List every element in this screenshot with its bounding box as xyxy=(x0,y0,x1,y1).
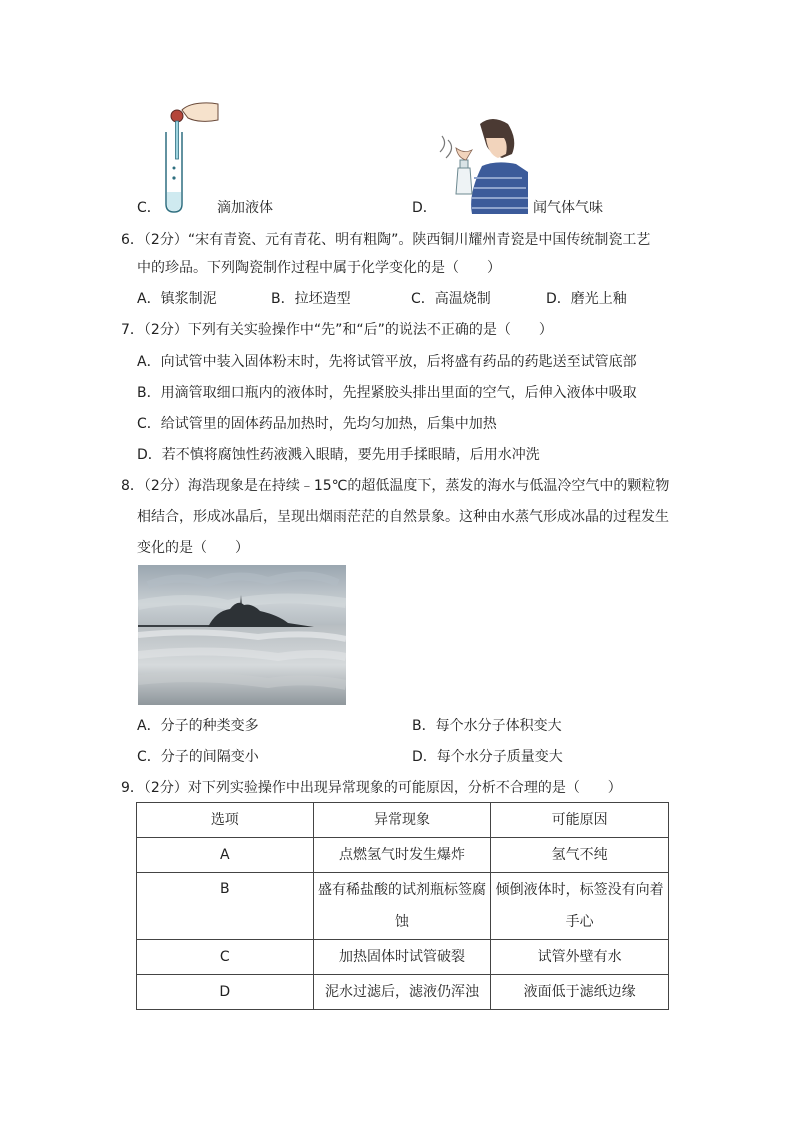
option-d-letter: D． xyxy=(412,200,437,216)
sea-smoke-photo xyxy=(138,565,346,705)
question-9-table xyxy=(136,802,669,1010)
question-6-option-c: C．高温烧制 xyxy=(411,291,491,307)
table-header-row xyxy=(137,803,669,838)
table-cell: 点燃氢气时发生爆炸 xyxy=(313,838,491,873)
table-row xyxy=(137,940,669,975)
table-row xyxy=(137,873,669,940)
sea-smoke-scene xyxy=(138,565,346,705)
table-row xyxy=(137,838,669,873)
question-7-option-c: C．给试管里的固体药品加热时，先均匀加热，后集中加热 xyxy=(137,416,497,432)
question-8-stem-line-2: 相结合，形成冰晶后，呈现出烟雨茫茫的自然景象。这种由水蒸气形成冰晶的过程发生 xyxy=(137,509,669,525)
table-cell: 液面低于滤纸边缘 xyxy=(491,975,669,1010)
question-7-stem: 7．（2分）下列有关实验操作中“先”和“后”的说法不正确的是（ ） xyxy=(121,322,553,338)
question-6-stem-line-2: 中的珍品。下列陶瓷制作过程中属于化学变化的是（ ） xyxy=(137,260,501,276)
question-7-option-d: D．若不慎将腐蚀性药液溅入眼睛，要先用手揉眼睛，后用水冲洗 xyxy=(137,447,540,463)
table-header-cell: 异常现象 xyxy=(313,803,491,838)
table-cell: D xyxy=(137,975,314,1010)
table-header-cell: 可能原因 xyxy=(491,803,669,838)
question-8-stem-line-3: 变化的是（ ） xyxy=(137,540,249,556)
option-c-letter: C． xyxy=(137,200,161,216)
option-c-text: 滴加液体 xyxy=(217,200,273,216)
question-6-option-a: A．镇浆制泥 xyxy=(137,291,217,307)
table-cell: 加热固体时试管破裂 xyxy=(313,940,491,975)
option-d-text: 闻气体气味 xyxy=(533,200,603,216)
table-cell: 泥水过滤后，滤液仍浑浊 xyxy=(313,975,491,1010)
table-cell: 试管外壁有水 xyxy=(491,940,669,975)
table-header-cell: 选项 xyxy=(137,803,314,838)
table-cell: C xyxy=(137,940,314,975)
question-8-option-b: B．每个水分子体积变大 xyxy=(412,718,562,734)
question-6-option-b: B．拉坯造型 xyxy=(271,291,351,307)
question-7-option-a: A．向试管中装入固体粉末时，先将试管平放，后将盛有药品的药匙送至试管底部 xyxy=(137,354,637,370)
question-6-stem-line-1: 6．（2分）“宋有青瓷、元有青花、明有粗陶”。陕西铜川耀州青瓷是中国传统制瓷工艺 xyxy=(121,232,651,248)
question-9-stem: 9．（2分）对下列实验操作中出现异常现象的可能原因，分析不合理的是（ ） xyxy=(121,780,622,796)
table-cell: B xyxy=(137,873,314,940)
question-8-option-c: C．分子的间隔变小 xyxy=(137,749,259,765)
table-cell: A xyxy=(137,838,314,873)
table-cell: 氢气不纯 xyxy=(491,838,669,873)
question-8-stem-line-1: 8．（2分）海浩现象是在持续﹣15℃的超低温度下，蒸发的海水与低温冷空气中的颗粒物 xyxy=(121,478,670,494)
question-6-option-d: D．磨光上釉 xyxy=(546,291,627,307)
question-7-option-b: B．用滴管取细口瓶内的液体时，先捏紧胶头排出里面的空气，后伸入液体中吸取 xyxy=(137,385,637,401)
table-row xyxy=(137,975,669,1010)
question-8-option-a: A．分子的种类变多 xyxy=(137,718,259,734)
table-cell: 盛有稀盐酸的试剂瓶标签腐蚀 xyxy=(313,873,491,940)
smelling-gas-illustration xyxy=(436,114,532,214)
dropper-test-tube-illustration xyxy=(160,96,220,216)
table-cell: 倾倒液体时，标签没有向着手心 xyxy=(491,873,669,940)
question-8-option-d: D．每个水分子质量变大 xyxy=(412,749,563,765)
